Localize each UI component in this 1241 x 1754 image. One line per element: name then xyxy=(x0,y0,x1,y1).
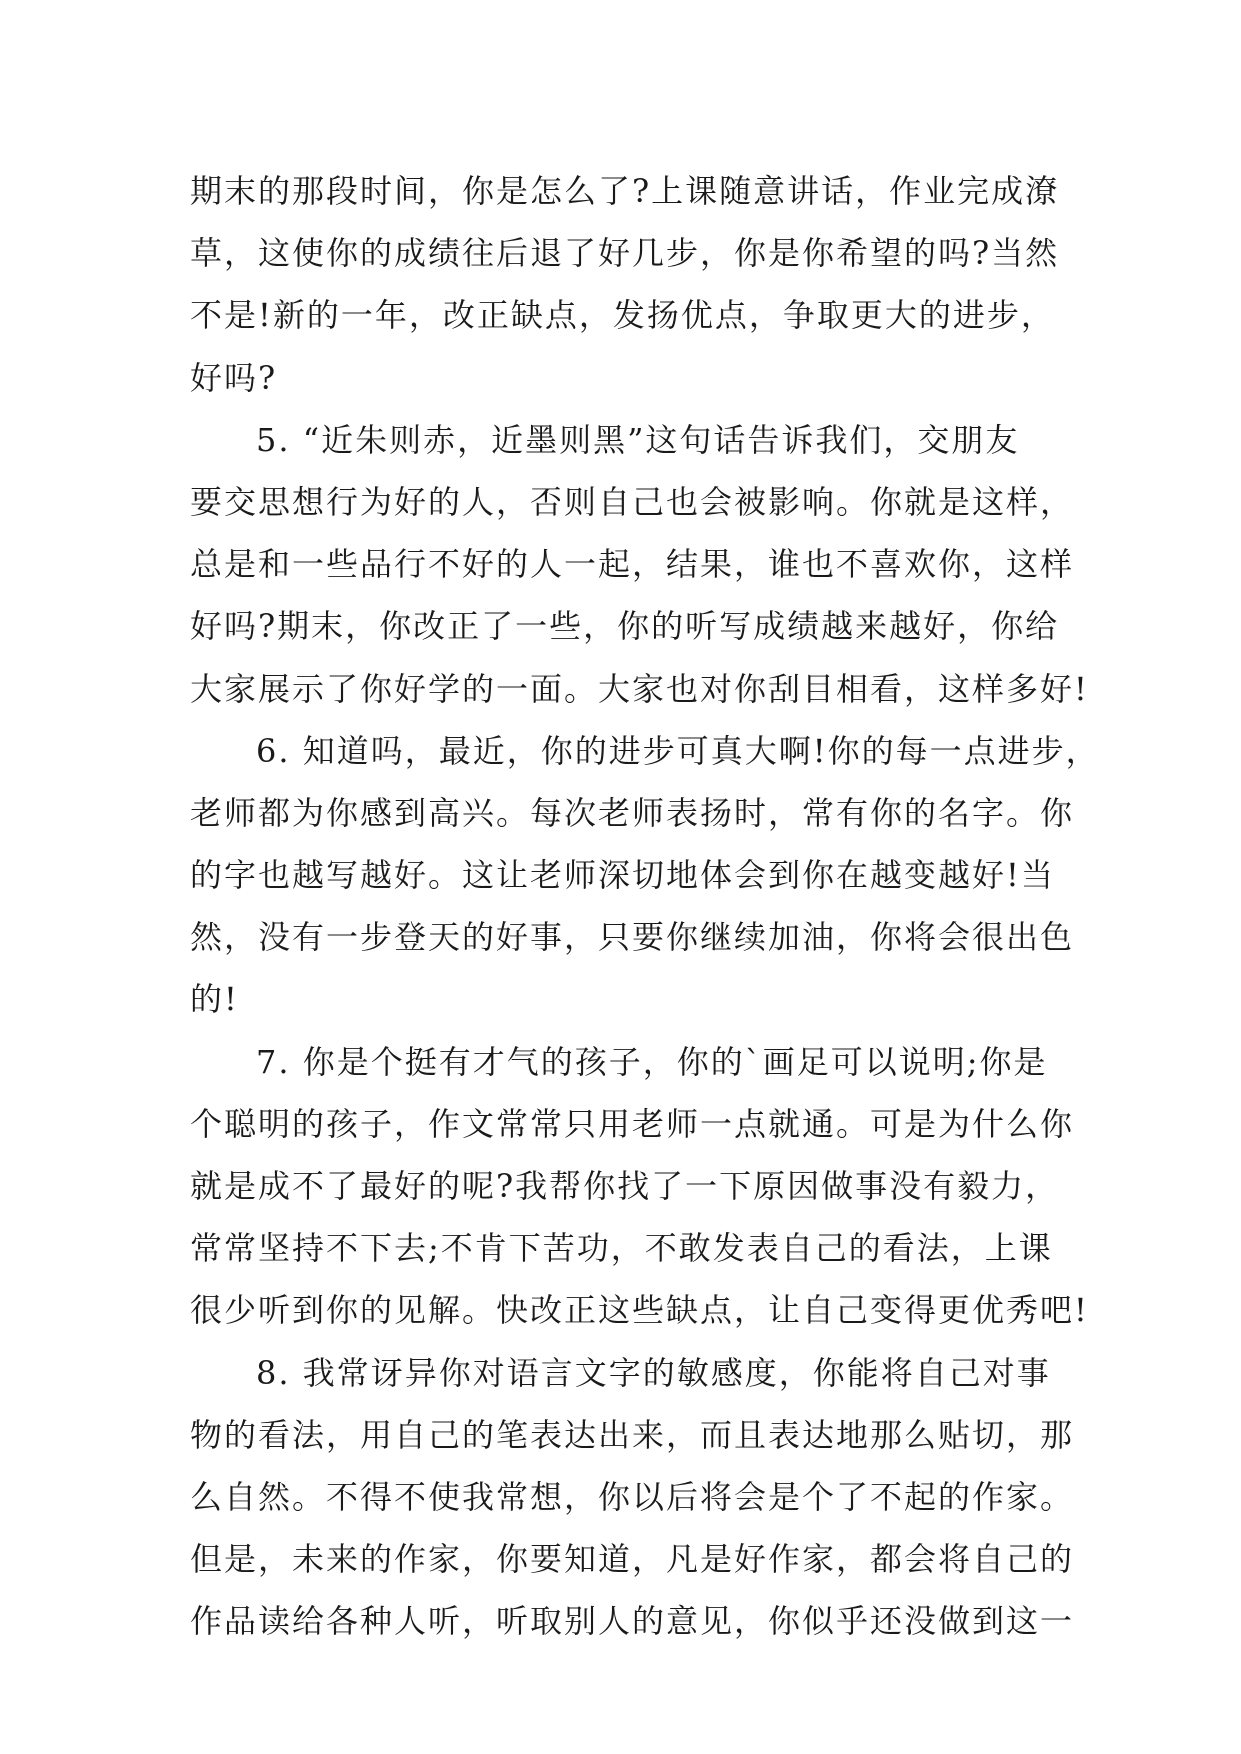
text-line: 5. “近朱则赤，近墨则黑”这句话告诉我们，交朋友 xyxy=(256,420,1020,459)
body-text xyxy=(190,160,1100,1653)
text-line: 的! xyxy=(190,980,239,1019)
text-line: 物的看法，用自己的笔表达出来，而且表达地那么贴切，那 xyxy=(190,1415,1075,1454)
text-line: 8. 我常讶异你对语言文字的敏感度，你能将自己对事 xyxy=(256,1353,1051,1392)
text-line: 好吗? xyxy=(190,358,278,397)
text-line: 常常坚持不下去;不肯下苦功，不敢发表自己的看法，上课 xyxy=(190,1229,1053,1268)
text-line: 么自然。不得不使我常想，你以后将会是个了不起的作家。 xyxy=(190,1477,1075,1516)
text-line: 6. 知道吗，最近，你的进步可真大啊!你的每一点进步， xyxy=(256,731,1100,770)
text-line: 个聪明的孩子，作文常常只用老师一点就通。可是为什么你 xyxy=(190,1104,1075,1143)
text-line: 的字也越写越好。这让老师深切地体会到你在越变越好!当 xyxy=(190,856,1055,895)
text-line: 期末的那段时间，你是怎么了?上课随意讲话，作业完成潦 xyxy=(190,172,1060,210)
text-line: 然，没有一步登天的好事，只要你继续加油，你将会很出色 xyxy=(190,918,1075,957)
text-line: 草，这使你的成绩往后退了好几步，你是你希望的吗?当然 xyxy=(190,234,1060,273)
text-line: 7. 你是个挺有才气的孩子，你的`画足可以说明;你是 xyxy=(256,1042,1048,1081)
text-line: 就是成不了最好的呢?我帮你找了一下原因做事没有毅力， xyxy=(190,1167,1060,1205)
text-line: 大家展示了你好学的一面。大家也对你刮目相看，这样多好! xyxy=(190,669,1089,708)
text-line: 很少听到你的见解。快改正这些缺点，让自己变得更优秀吧! xyxy=(190,1291,1089,1330)
text-line: 总是和一些品行不好的人一起，结果，谁也不喜欢你，这样 xyxy=(190,545,1075,584)
text-line: 但是，未来的作家，你要知道，凡是好作家，都会将自己的 xyxy=(190,1540,1075,1579)
text-line: 作品读给各种人听，听取别人的意见，你似乎还没做到这一 xyxy=(190,1602,1075,1641)
text-line: 不是!新的一年，改正缺点，发扬优点，争取更大的进步， xyxy=(190,296,1055,335)
text-line: 好吗?期末，你改正了一些，你的听写成绩越来越好，你给 xyxy=(190,607,1060,646)
text-line: 要交思想行为好的人，否则自己也会被影响。你就是这样， xyxy=(190,482,1075,521)
text-line: 老师都为你感到高兴。每次老师表扬时，常有你的名字。你 xyxy=(190,793,1075,832)
